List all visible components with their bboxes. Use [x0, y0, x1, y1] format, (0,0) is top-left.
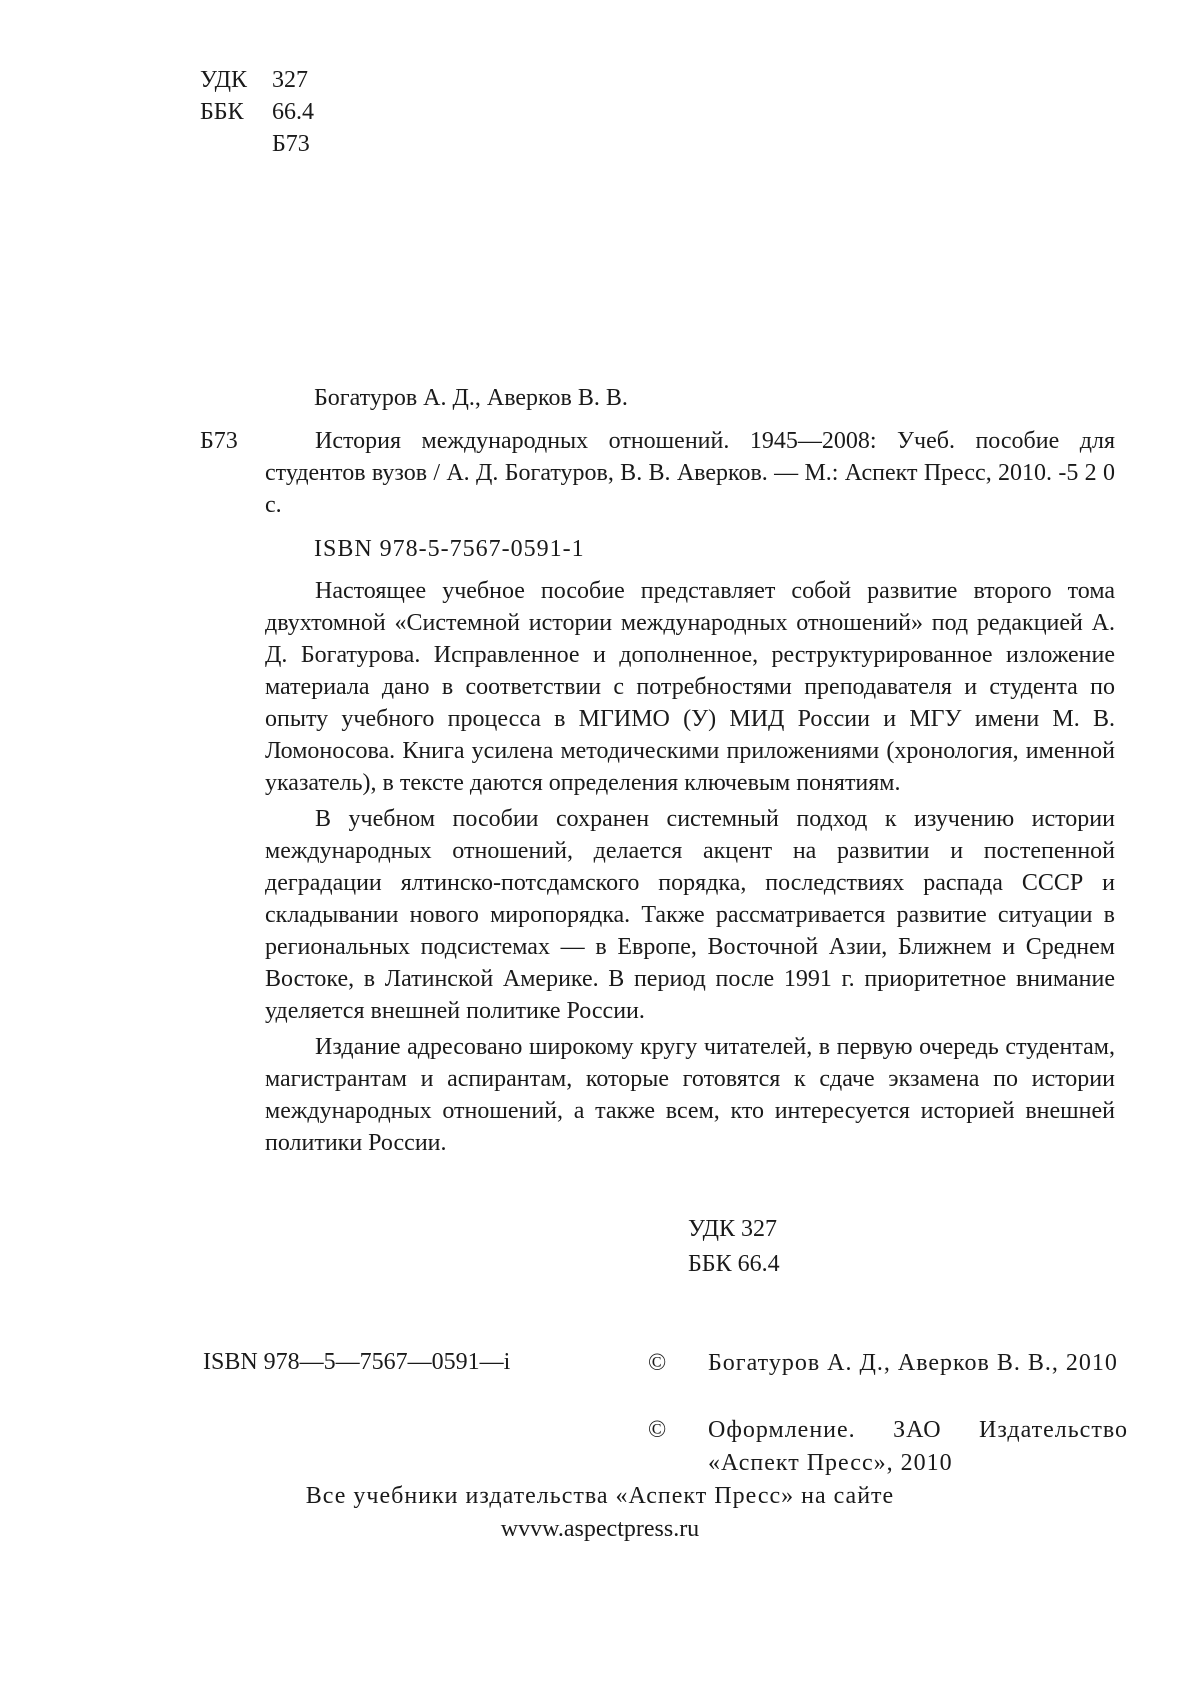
copyright-symbol: ©: [648, 1347, 666, 1380]
bibliographic-entry: [265, 425, 1115, 521]
footer-line: Все учебники издательства «Аспект Пресс» на сайте: [0, 1480, 1200, 1513]
copyright-symbol: ©: [648, 1414, 666, 1447]
isbn-line: ISBN 978-5-7567-0591-1: [314, 533, 585, 565]
bbk-value: 66.4: [272, 99, 314, 125]
author-mark: Б73: [200, 425, 238, 457]
annotation-paragraph: В учебном пособии сохранен системный подход к изучению истории международных отношений, делается акцент на развитии и постепенной деградации ялтинско-потсдамского порядка, последствиях распада СССР и складывании нового миропорядка. Также рассматривается развитие ситуации в региональных подсистемах — в Европе, Восточной Азии, Ближнем и Среднем Востоке, в Латинской Америке. В период после 1991 г. приоритетное внимание уделяется внешней политике России.: [265, 803, 1115, 1027]
publisher-footer: [0, 1480, 1200, 1546]
bbk-bottom: ББК 66.4: [688, 1247, 780, 1282]
annotation: [265, 575, 1115, 1159]
copyright-authors-text: Богатуров А. Д., Аверков В. В., 2010: [708, 1347, 1128, 1380]
author-mark-top: Б73: [200, 128, 314, 160]
bbk-row: [200, 96, 314, 128]
publisher-website: wvvw.aspectpress.ru: [0, 1513, 1200, 1546]
bibliographic-entry-text: История международных отношений. 1945—2008: Учеб. пособие для студентов вузов / А. Д. Богатуров, В. В. Аверков. — М.: Аспект Пресс, 2010. -5 2 0 с.: [265, 425, 1115, 521]
copyright-authors: [648, 1347, 1128, 1380]
classification-codes-bottom: [688, 1212, 780, 1282]
annotation-paragraph: Издание адресовано широкому кругу читателей, в первую очередь студентам, магистрантам и аспирантам, которые готовятся к сдаче экзамена по истории международных отношений, а также всем, кто интересуется историей внешней политики России.: [265, 1031, 1115, 1159]
bbk-label: ББК: [200, 96, 272, 128]
udk-row: [200, 64, 314, 96]
copyright-design: [648, 1414, 1128, 1480]
udk-bottom: УДК 327: [688, 1212, 780, 1247]
copyright-design-text: Оформление. ЗАО Издательство «Аспект Пресс», 2010: [708, 1414, 1128, 1480]
annotation-paragraph: Настоящее учебное пособие представляет собой развитие второго тома двухтомной «Системной истории международных отношений» под редакцией А. Д. Богатурова. Исправленное и дополненное, реструктурированное изложение материала дано в соответствии с потребностями преподавателя и студента по опыту учебного процесса в МГИМО (У) МИД России и МГУ имени М. В. Ломоносова. Книга усилена методическими приложениями (хронология, именной указатель), в тексте даются определения ключевым понятиям.: [265, 575, 1115, 799]
isbn-imprint: ISBN 978—5—7567—0591—i: [203, 1346, 510, 1378]
authors-heading: Богатуров А. Д., Аверков В. В.: [314, 382, 628, 414]
classification-codes-top: [200, 64, 314, 160]
udk-label: УДК: [200, 64, 272, 96]
udk-value: 327: [272, 67, 308, 93]
page: [0, 0, 1200, 1703]
